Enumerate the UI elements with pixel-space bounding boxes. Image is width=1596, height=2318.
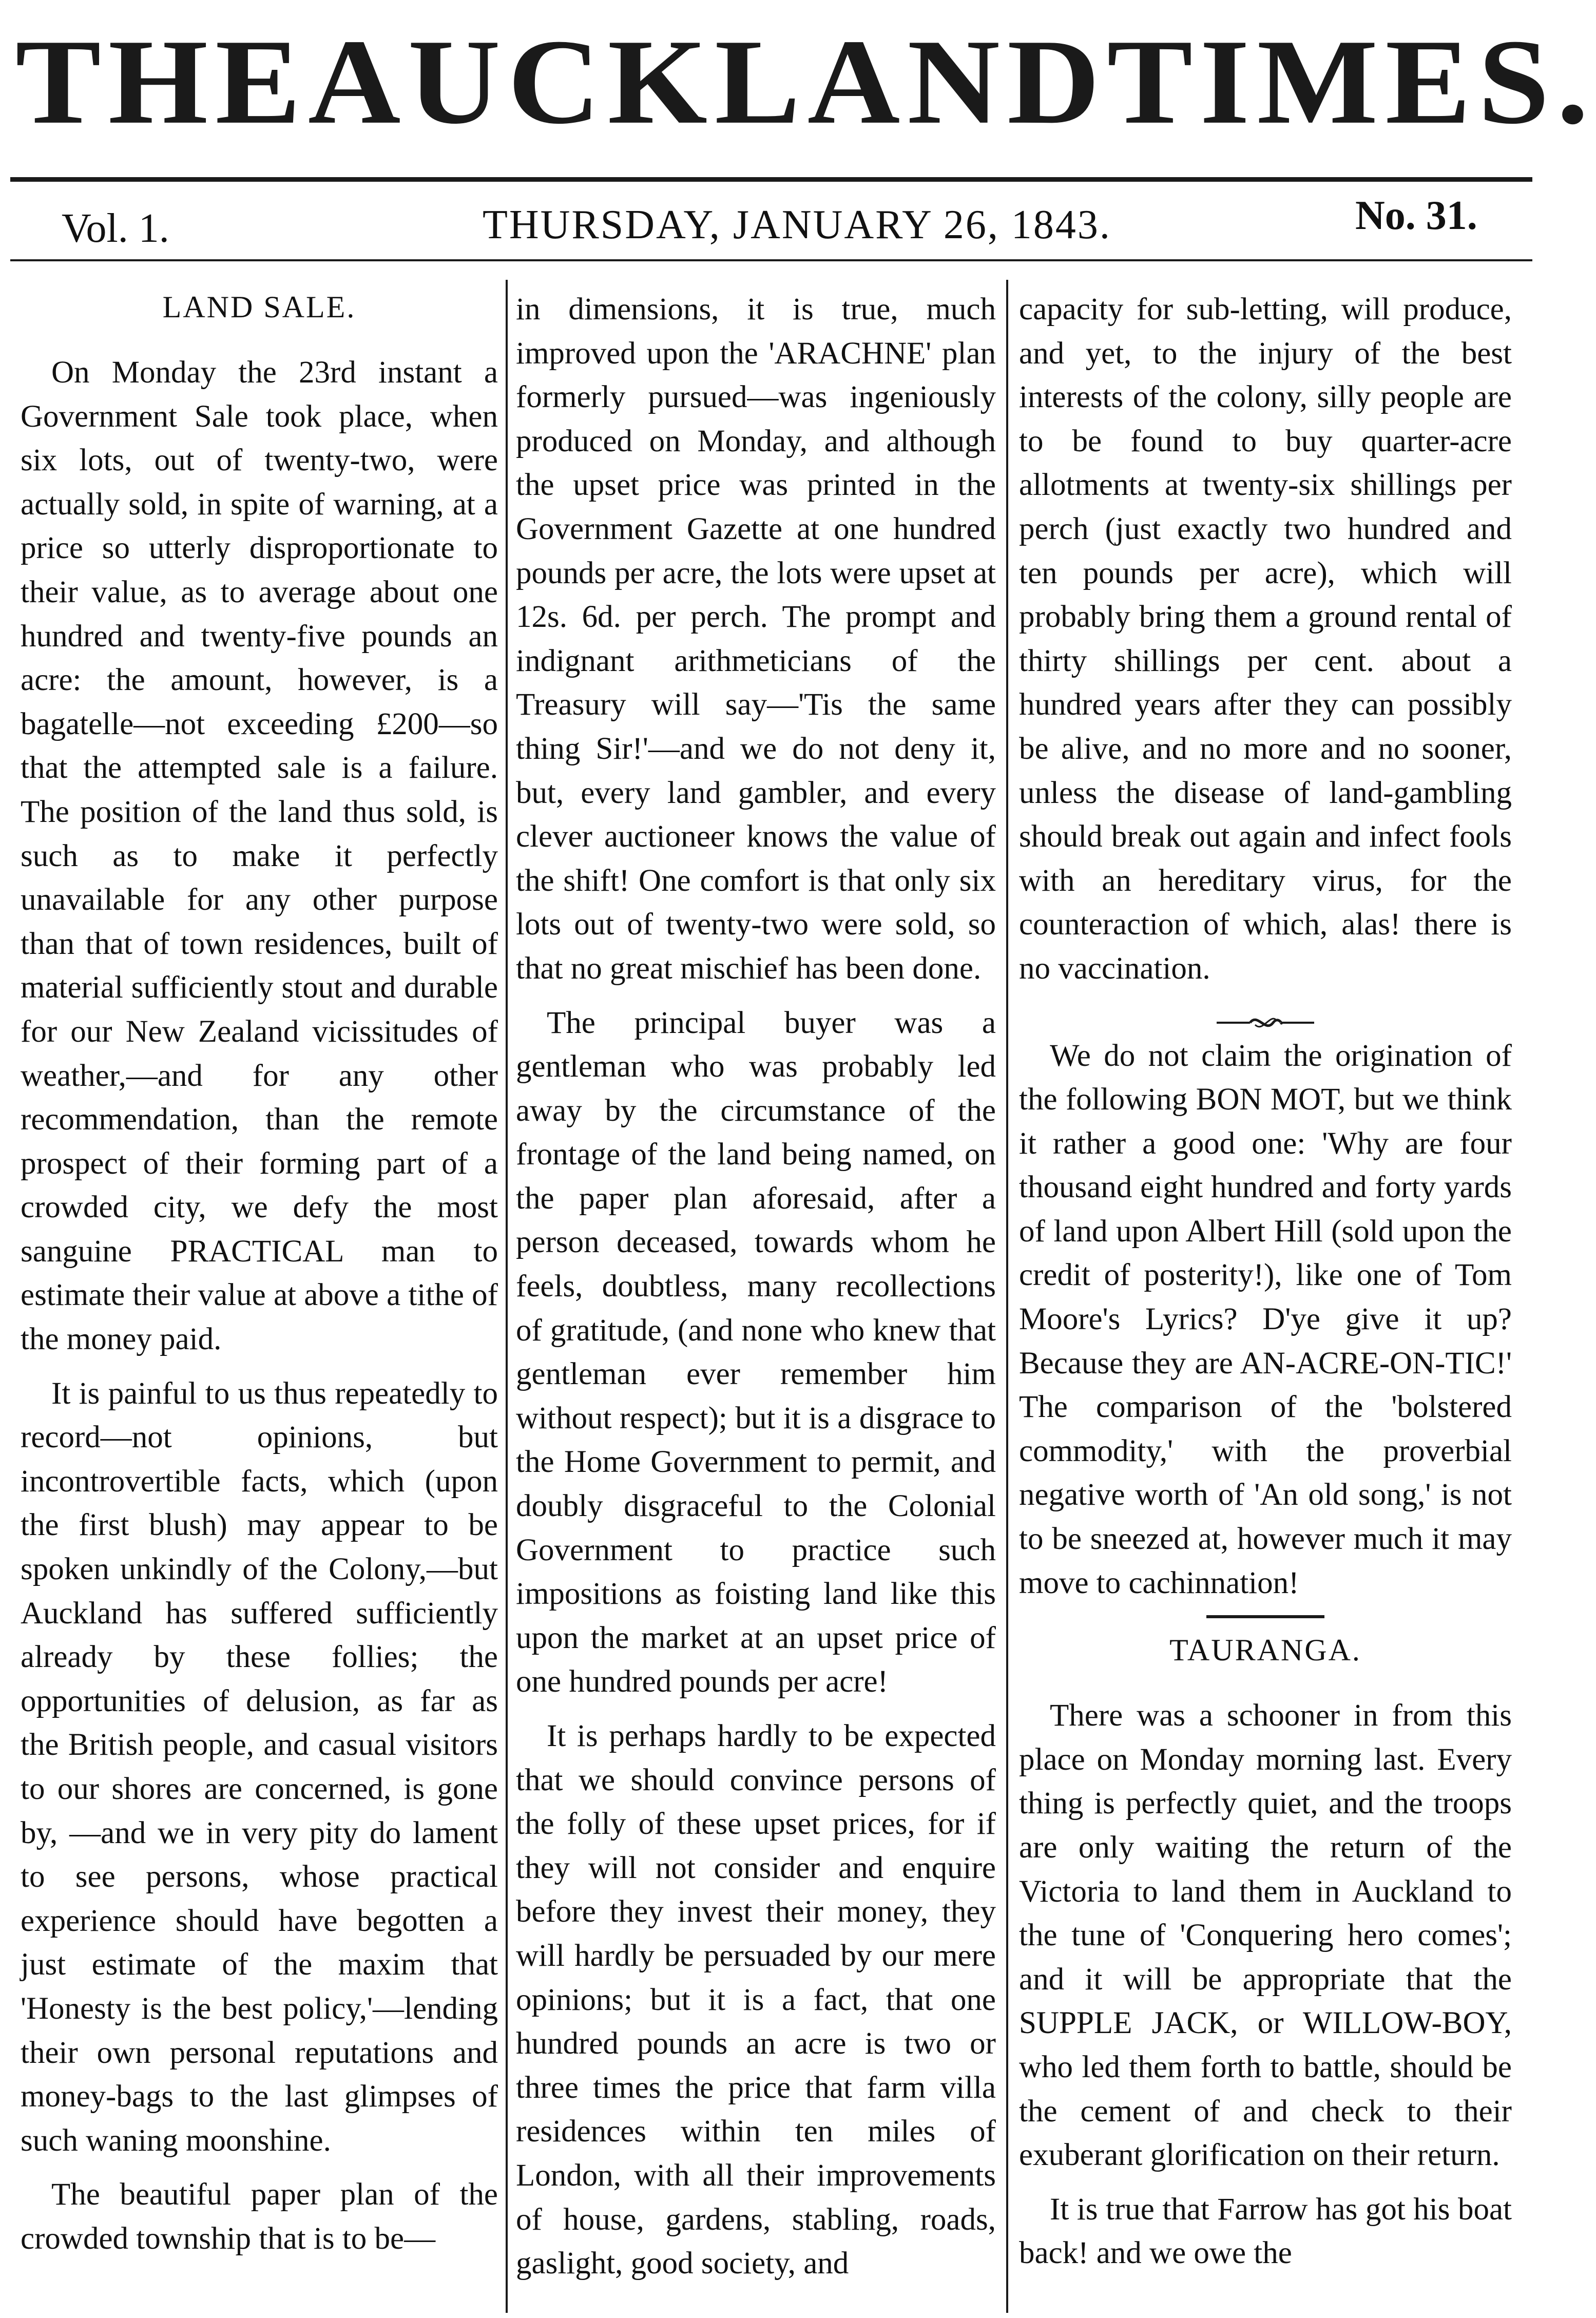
article-paragraph: We do not claim the origination of the following BON MOT, but we think it rather a good one: 'Why are four thousand eight hundred and forty yards of land upon Albert Hill (sold upon the credit of posterity!), like one of Tom Moore's Lyrics? D'ye give it up? Because they are AN-ACRE-ON-TIC!' The comparison of the 'bolstered commodity,' with the proverbial negative worth of 'An old song,' is not to be sneezed at, however much it may move to cachinnation! xyxy=(1019,1038,1512,1600)
masthead-word-the: THE xyxy=(15,14,308,150)
dateline-rule xyxy=(10,259,1532,261)
section-rule xyxy=(1206,1615,1324,1618)
article-heading-land-sale: LAND SALE. xyxy=(162,290,356,324)
masthead-title xyxy=(15,5,1596,159)
issue-date: THURSDAY, JANUARY 26, 1843. xyxy=(483,202,1111,247)
column-3 xyxy=(1019,288,1512,2290)
column-2 xyxy=(516,288,996,2290)
issue-number: No. 31. xyxy=(1355,193,1477,238)
article-paragraph: capacity for sub-letting, will produce, and yet, to the injury of the best interests of the colony, silly people are to be found to buy quarter-acre allotments at twenty-six shillings per perch (just exactly two hundred and ten pounds per acre), which will probably bring them a ground rental of thirty shillings per cent. about a hundred years after they can possibly be alive, and no more and no sooner, unless the disease of land-gambling should break out again and infect fools with an hereditary virus, for the counteraction of which, alas! there is no vaccination. xyxy=(1019,292,1512,986)
column-1 xyxy=(21,288,498,2290)
dateline xyxy=(0,193,1540,249)
article-paragraph: It is painful to us thus repeatedly to record—not opinions, but incontrovertible facts, which (upon the first blush) may appear to be spoken unkindly of the Colony,—but Auckland has suffered sufficiently already by these follies; the opportunities of delusion, as far as the British people, and casual visitors to our shores are concerned, is gone by, —and we in very pity do lament to see persons, whose practical experience should have begotten a just estimate of the maxim that 'Honesty is the best policy,'—lending their own personal reputations and money-bags to the last glimpses of such waning moonshine. xyxy=(21,1376,498,2158)
article-paragraph: The beautiful paper plan of the crowded township that is to be— xyxy=(21,2177,498,2256)
volume-label: Vol. 1. xyxy=(62,206,169,251)
masthead-word-auckland: AUCKLAND xyxy=(307,14,1107,150)
article-paragraph: in dimensions, it is true, much improved upon the 'ARACHNE' plan formerly pursued—was ingeniously produced on Monday, and although the upset price was printed in the Government Gazette at one hundred pounds per acre, the lots were upset at 12s. 6d. per perch. The prompt and indignant arithmeticians of the Treasury will say—'Tis the same thing Sir!'—and we do not deny it, but, every land gambler, and every clever auctioneer knows the value of the shift! One comfort is that only six lots out of twenty-two were sold, so that no great mischief has been done. xyxy=(516,292,996,986)
article-paragraph: The principal buyer was a gentleman who was probably led away by the circumstance of the frontage of the land being named, on the paper plan aforesaid, after a person deceased, towards whom he feels, doubtless, many recollections of gratitude, (and none who knew that gentleman ever remember him without respect); but it is a disgrace to the Home Government to permit, and doubly disgraceful to the Colonial Government to practice such impositions as foisting land like this upon the market at an upset price of one hundred pounds per acre! xyxy=(516,1005,996,1699)
masthead-word-times: TIMES. xyxy=(1107,14,1596,150)
column-divider xyxy=(1006,280,1008,2313)
flourish-ornament xyxy=(1019,1001,1512,1029)
column-divider xyxy=(506,280,508,2313)
article-paragraph: On Monday the 23rd instant a Government Sale took place, when six lots, out of twenty-two, were actually sold, in spite of warning, at a price so utterly disproportionate to their value, as to average about one hundred and twenty-five pounds an acre: the amount, however, is a bagatelle—not exceeding £200—so that the attempted sale is a failure. The position of the land thus sold, is such as to make it perfectly unavailable for any other purpose than that of town residences, built of material sufficiently stout and durable for our New Zealand vicissitudes of weather,—and for any other recommendation, than the remote prospect of their forming part of a crowded city, we defy the most sanguine PRACTICAL man to estimate their value at above a tithe of the money paid. xyxy=(21,355,498,1357)
article-paragraph: There was a schooner in from this place on Monday morning last. Every thing is perfectly quiet, and the troops are only waiting the return of the Victoria to land them in Auckland to the tune of 'Conquering hero comes'; and it will be appropriate that the SUPPLE JACK, or WILLOW-BOY, who led them forth to battle, should be the cement of and check to their exuberant glorification on their return. xyxy=(1019,1698,1512,2173)
masthead-rule xyxy=(10,177,1532,182)
article-paragraph: It is perhaps hardly to be expected that we should convince persons of the folly of these upset prices, for if they will not consider and enquire before they invest their money, they will hardly be persuaded by our mere opinions; but it is a fact, that one hundred pounds an acre is two or three times the price that farm villa residences within ten miles of London, with all their improvements of house, gardens, stabling, roads, gaslight, good society, and xyxy=(516,1719,996,2281)
article-paragraph: It is true that Farrow has got his boat back! and we owe the xyxy=(1019,2192,1512,2271)
article-heading-tauranga: TAURANGA. xyxy=(1169,1633,1361,1668)
